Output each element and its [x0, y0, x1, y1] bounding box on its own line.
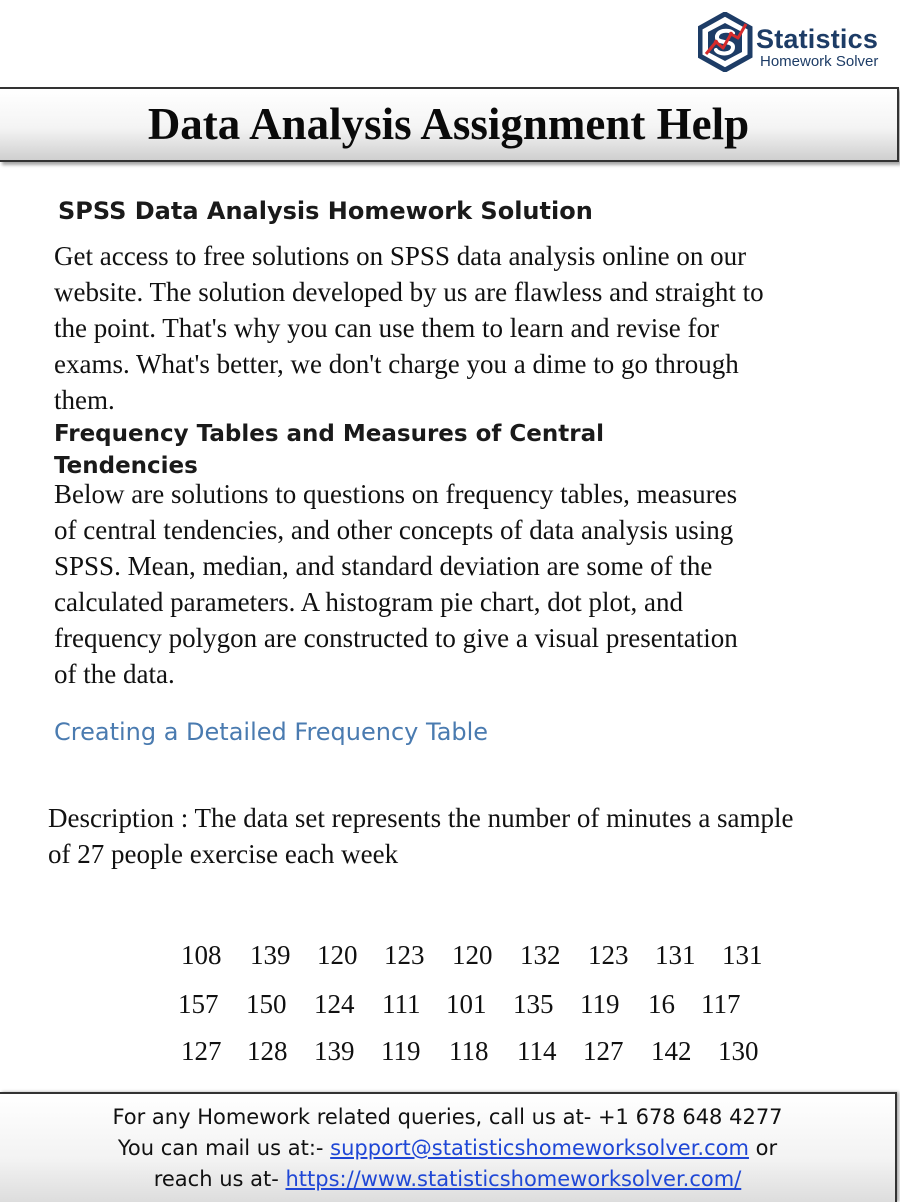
- data-value: 150: [246, 989, 287, 1019]
- heading-line: Frequency Tables and Measures of Central: [54, 421, 605, 447]
- support-email-link[interactable]: support@statisticshomeworksolver.com: [330, 1136, 749, 1160]
- data-value: 142: [651, 1036, 692, 1066]
- brand-tagline: Homework Solver: [760, 53, 879, 70]
- paragraph-line: frequency polygon are constructed to give a visual presentation: [54, 623, 738, 653]
- heading-line: Tendencies: [54, 453, 198, 479]
- brand-logo: [698, 12, 900, 72]
- paragraph-line: the point. That's why you can use them to learn and revise for: [54, 313, 719, 343]
- data-value: 118: [449, 1036, 489, 1066]
- data-value: 120: [317, 940, 358, 970]
- data-value: 139: [250, 940, 291, 970]
- data-row: [0, 940, 900, 972]
- footer-mail-prefix: You can mail us at:-: [117, 1136, 331, 1160]
- data-row: [0, 1036, 900, 1068]
- data-row: [0, 989, 900, 1021]
- brand-name: Statistics: [756, 24, 879, 54]
- data-value: 139: [314, 1036, 355, 1066]
- data-value: 101: [446, 989, 487, 1019]
- spss-heading: SPSS Data Analysis Homework Solution: [58, 197, 593, 225]
- title-banner: [0, 87, 899, 162]
- frequency-paragraph: [54, 476, 738, 692]
- data-value: 124: [314, 989, 355, 1019]
- data-value: 132: [520, 940, 561, 970]
- contact-footer: [0, 1092, 897, 1202]
- data-value: 127: [181, 1036, 222, 1066]
- data-value: 114: [517, 1036, 557, 1066]
- data-value: 108: [181, 940, 222, 970]
- footer-mail-suffix: or: [748, 1136, 778, 1160]
- paragraph-line: exams. What's better, we don't charge you a dime to go through: [54, 349, 739, 379]
- data-value: 135: [513, 989, 554, 1019]
- footer-reach-line: [0, 1164, 895, 1195]
- paragraph-line: of the data.: [54, 659, 175, 689]
- description-paragraph: [48, 800, 794, 872]
- paragraph-line: Below are solutions to questions on frequency tables, measures: [54, 479, 738, 509]
- paragraph-line: of central tendencies, and other concepts of data analysis using: [54, 515, 734, 545]
- footer-reach-prefix: reach us at-: [153, 1167, 286, 1191]
- paragraph-line: them.: [54, 385, 115, 415]
- data-value: 128: [247, 1036, 288, 1066]
- paragraph-line: Get access to free solutions on SPSS data analysis online on our: [54, 241, 747, 271]
- footer-phone-line: For any Homework related queries, call us at- +1 678 648 4277: [112, 1105, 783, 1129]
- data-value: 117: [701, 989, 741, 1019]
- data-value: 123: [384, 940, 425, 970]
- data-value: 131: [722, 940, 763, 970]
- logo-emblem-icon: [698, 12, 756, 72]
- website-link[interactable]: https://www.statisticshomeworksolver.com/: [285, 1167, 742, 1191]
- paragraph-line: of 27 people exercise each week: [48, 839, 399, 869]
- data-value: 157: [178, 989, 219, 1019]
- page-title: Data Analysis Assignment Help: [147, 99, 750, 149]
- paragraph-line: website. The solution developed by us are flawless and straight to: [54, 277, 764, 307]
- spss-paragraph: [54, 238, 764, 418]
- paragraph-line: SPSS. Mean, median, and standard deviation are some of the: [54, 551, 713, 581]
- data-value: 119: [381, 1036, 421, 1066]
- paragraph-line: calculated parameters. A histogram pie chart, dot plot, and: [54, 587, 684, 617]
- footer-mail-line: [0, 1133, 895, 1164]
- data-value: 131: [655, 940, 696, 970]
- frequency-heading: [54, 418, 604, 482]
- data-value: 119: [580, 989, 620, 1019]
- paragraph-line: Description : The data set represents the number of minutes a sample: [48, 803, 794, 833]
- data-value: 16: [648, 989, 675, 1019]
- data-value: 120: [452, 940, 493, 970]
- detailed-frequency-heading: Creating a Detailed Frequency Table: [54, 718, 489, 746]
- data-value: 127: [583, 1036, 624, 1066]
- data-value: 123: [588, 940, 629, 970]
- data-value: 111: [382, 989, 421, 1019]
- data-value: 130: [718, 1036, 759, 1066]
